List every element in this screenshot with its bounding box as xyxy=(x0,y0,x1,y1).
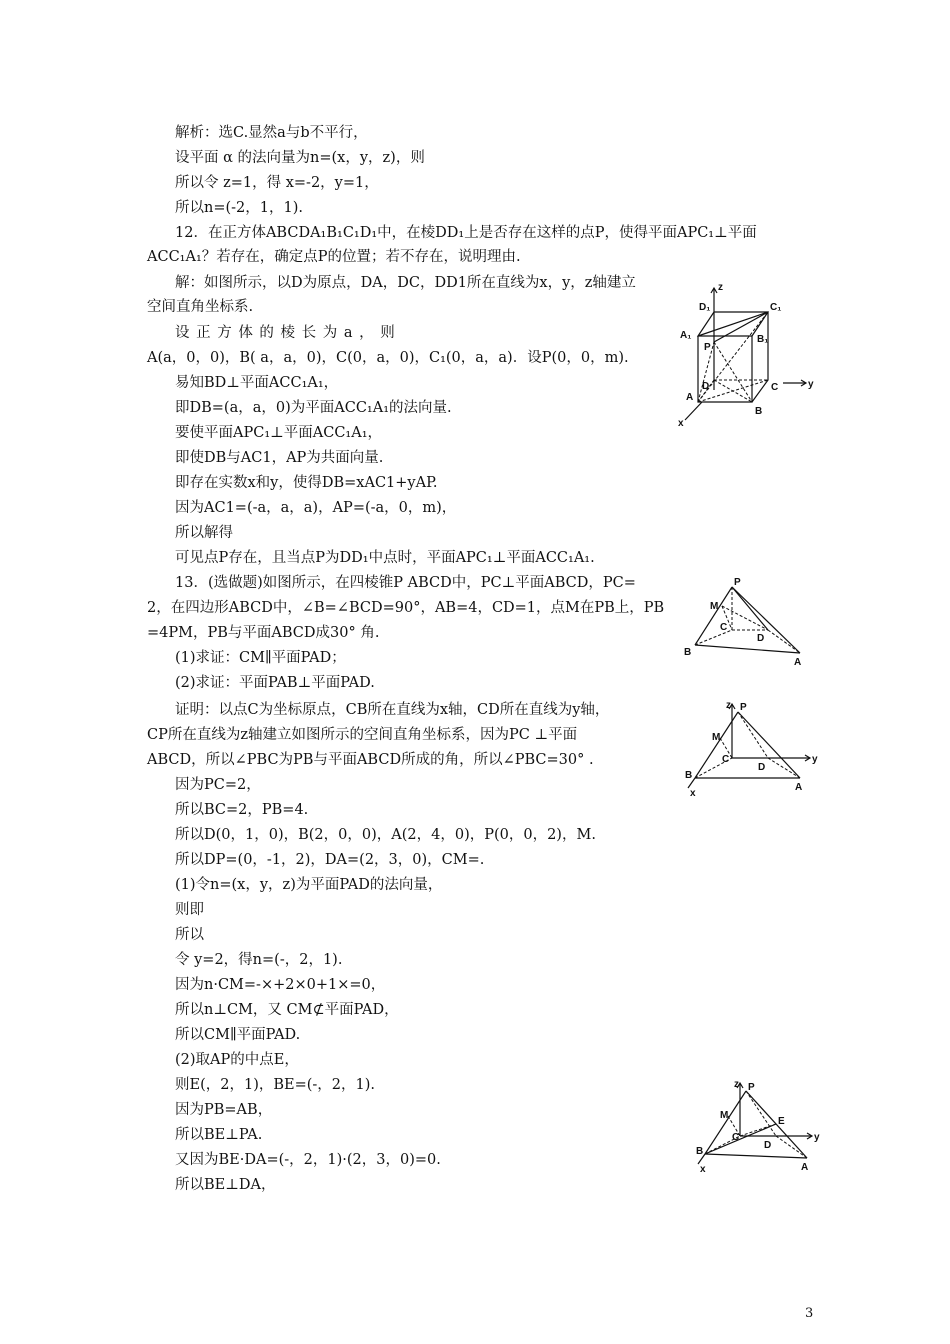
axis-label: z xyxy=(734,1079,739,1090)
point-label: D xyxy=(702,381,710,392)
text-line: 所以n=(-2，1，1). xyxy=(175,200,303,216)
point-label: A xyxy=(794,657,802,668)
point-label: M xyxy=(710,601,719,612)
point-label: P xyxy=(704,342,711,353)
point-label: B₁ xyxy=(757,334,769,345)
text-line: 所以DP=(0，-1，2)，DA=(2，3，0)，CM=. xyxy=(175,852,485,868)
text-line: (2)取AP的中点E， xyxy=(175,1052,299,1068)
text-line: 因为AC1=(-a，a，a)，AP=(-a，0，m)， xyxy=(175,500,457,516)
text-line: 2，在四边形ABCD中，∠B=∠BCD=90°，AB=4，CD=1，点M在PB上，PB xyxy=(147,600,665,616)
point-label: P xyxy=(748,1082,755,1093)
point-label: A xyxy=(795,782,803,793)
text-line: 因为PC=2， xyxy=(175,777,261,793)
text-line: 所以CM∥平面PAD. xyxy=(175,1027,301,1043)
text-line: 要使平面APC₁⊥平面ACC₁A₁， xyxy=(175,425,383,441)
text-line: (1)令n=(x，y，z)为平面PAD的法向量， xyxy=(175,877,443,893)
text-line: ABCD，所以∠PBC为PB与平面ABCD所成的角，所以∠PBC=30° . xyxy=(147,752,594,768)
text-line: 则E(，2，1)，BE=(-，2，1). xyxy=(175,1077,376,1093)
point-label: D₁ xyxy=(699,302,711,313)
point-label: B xyxy=(684,647,692,658)
text-line: 所以BE⊥DA， xyxy=(175,1177,276,1193)
point-label: D xyxy=(757,633,765,644)
point-label: P xyxy=(734,577,741,588)
text-line: A(a，0，0)，B( a，a，0)，C(0，a，0)，C₁(0，a，a)．设P(0，0，m). xyxy=(147,350,629,366)
axis-label: z xyxy=(726,700,731,711)
axis-label: x xyxy=(700,1164,706,1173)
point-label: A xyxy=(801,1162,809,1173)
text-line: 又因为BE·DA=(-，2，1)·(2，3，0)=0. xyxy=(175,1152,441,1168)
text-line: 所以令 z=1，得 x=-2，y=1， xyxy=(175,175,379,191)
point-label: A₁ xyxy=(680,330,692,341)
text-line: 所以n⊥CM，又 CM⊄平面PAD， xyxy=(175,1002,399,1018)
cube-figure xyxy=(668,280,818,430)
point-label: D xyxy=(758,762,766,773)
problem-13-line: 13．(选做题)如图所示，在四棱锥P ABCD中，PC⊥平面ABCD，PC= xyxy=(175,575,636,591)
point-label: B xyxy=(755,406,763,417)
text-line: CP所在直线为z轴建立如图所示的空间直角坐标系，因为PC ⊥平面 xyxy=(147,727,578,743)
text-line: 则即 xyxy=(175,902,204,918)
axis-label: y xyxy=(812,754,818,765)
point-label: E xyxy=(778,1116,785,1127)
text-line: 解析：选C.显然a与b不平行， xyxy=(175,125,368,141)
point-label: C xyxy=(722,754,730,765)
point-label: C xyxy=(771,382,779,393)
point-label: D xyxy=(764,1140,772,1151)
text-line: 所以BE⊥PA. xyxy=(175,1127,263,1143)
axis-label: y xyxy=(814,1132,820,1143)
text-line: 即存在实数x和y，使得DB=xAC1+yAP. xyxy=(175,475,438,491)
text-line: 因为PB=AB， xyxy=(175,1102,273,1118)
axis-label: y xyxy=(808,379,814,390)
text-line: 令 y=2，得n=(-，2，1). xyxy=(175,952,343,968)
text-line: 即DB=(a，a，0)为平面ACC₁A₁的法向量. xyxy=(175,400,452,416)
point-label: M xyxy=(720,1110,729,1121)
text-line: 设 正 方 体 的 棱 长 为 a ， 则 xyxy=(175,325,395,341)
point-label: P xyxy=(740,702,747,713)
text-line: 所以 xyxy=(175,927,204,943)
point-label: A xyxy=(686,392,694,403)
point-label: C₁ xyxy=(770,302,782,313)
text-line: =4PM，PB与平面ABCD成30° 角. xyxy=(147,625,380,641)
text-line: 解：如图所示，以D为原点，DA，DC，DD1所在直线为x，y，z轴建立 xyxy=(175,275,636,291)
page-number: 3 xyxy=(805,1306,814,1321)
point-label: B xyxy=(696,1146,704,1157)
axis-label: z xyxy=(718,282,723,293)
text-line: (1)求证：CM∥平面PAD； xyxy=(175,650,346,666)
text-line: 所以解得 xyxy=(175,525,233,541)
pyramid-figure xyxy=(680,575,820,670)
text-line: 易知BD⊥平面ACC₁A₁， xyxy=(175,375,339,391)
text-line: 即使DB与AC1，AP为共面向量. xyxy=(175,450,384,466)
text-line: 可见点P存在，且当点P为DD₁中点时，平面APC₁⊥平面ACC₁A₁. xyxy=(175,550,595,566)
text-line: 所以D(0，1，0)，B(2，0，0)，A(2，4，0)，P(0，0，2)，M. xyxy=(175,827,596,843)
point-label: C xyxy=(720,622,728,633)
text-line: 空间直角坐标系. xyxy=(147,299,254,315)
text-line: 证明：以点C为坐标原点，CB所在直线为x轴，CD所在直线为y轴， xyxy=(175,702,610,718)
axis-label: x xyxy=(678,418,684,429)
point-label: M xyxy=(712,732,721,743)
text-line: 设平面 α 的法向量为n=(x，y，z)，则 xyxy=(175,150,425,166)
text-line: 因为n·CM=-×+2×0+1×=0， xyxy=(175,977,386,993)
pyramid-e-figure xyxy=(690,1078,825,1173)
point-label: B xyxy=(685,770,693,781)
problem-12-line: 12．在正方体ABCDA₁B₁C₁D₁中，在棱DD₁上是否存在这样的点P，使得平面APC₁⊥平面 xyxy=(175,225,757,241)
text-line: ACC₁A₁？若存在，确定点P的位置；若不存在，说明理由. xyxy=(147,249,521,265)
pyramid-axes-figure xyxy=(680,698,820,798)
text-line: (2)求证：平面PAB⊥平面PAD. xyxy=(175,675,375,691)
text-line: 所以BC=2，PB=4. xyxy=(175,802,309,818)
point-label: C xyxy=(732,1132,740,1143)
axis-label: x xyxy=(690,788,696,798)
